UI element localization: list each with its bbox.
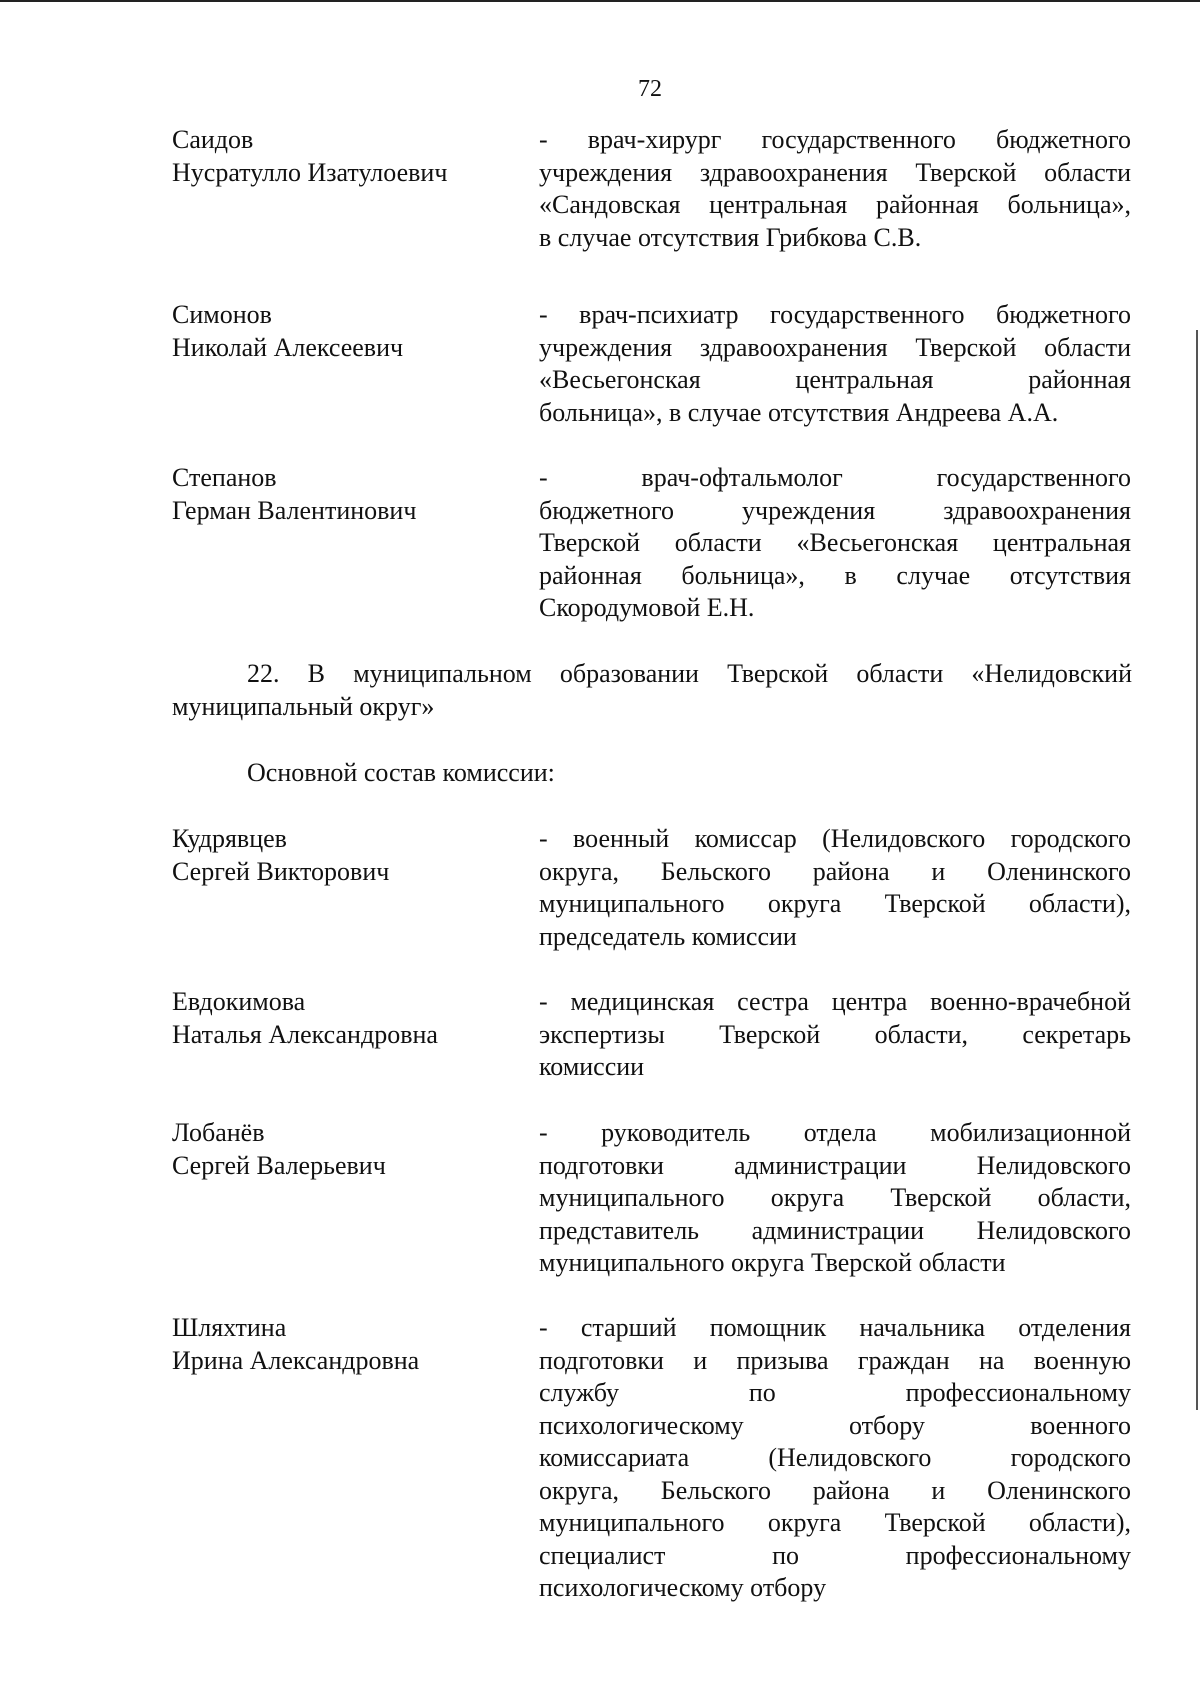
description-line: службу по профессиональному [539,1378,1131,1407]
member-name [172,124,522,189]
member-surname: Евдокимова [172,987,306,1016]
description-line: «Весьегонская центральная районная [539,365,1131,394]
member-name [172,986,522,1051]
member-description [539,462,1131,625]
description-line: районная больница», в случае отсутствия [539,560,1131,590]
description-line: психологическому отбору военного [539,1410,1131,1440]
description-line: - врач-офтальмолог государственного [539,463,1131,492]
member-given-names: Ирина Александровна [172,1345,420,1375]
member-given-names: Сергей Валерьевич [172,1150,386,1180]
section-22-heading [172,658,1132,723]
description-line: - медицинская сестра центра военно-врачебной [539,987,1131,1016]
description-line: специалист по профессиональному [539,1540,1131,1570]
description-line: «Сандовская центральная районная больница», [539,190,1131,219]
description-line: комиссии [539,1052,645,1081]
member-name [172,823,522,888]
section-22-line: муниципальный округ» [172,691,435,721]
member-description [539,124,1131,254]
member-surname: Лобанёв [172,1118,265,1147]
description-line: муниципального округа Тверской области), [539,1508,1131,1537]
member-description [539,823,1131,953]
member-description [539,986,1131,1084]
description-line: муниципального округа Тверской области), [539,889,1131,918]
member-name [172,1312,522,1377]
description-line: муниципального округа Тверской области, [539,1183,1131,1212]
description-line: - врач-психиатр государственного бюджетного [539,300,1131,329]
member-name [172,462,522,527]
description-line: учреждения здравоохранения Тверской области [539,157,1131,187]
description-line: председатель комиссии [539,921,797,951]
member-given-names: Сергей Викторович [172,856,390,886]
description-line: больница», в случае отсутствия Андреева А.А. [539,397,1059,427]
description-line: подготовки администрации Нелидовского [539,1150,1131,1180]
commission-subheading: Основной состав комиссии: [247,758,555,787]
member-description [539,299,1131,429]
description-line: комиссариата (Нелидовского городского [539,1443,1131,1472]
description-line: представитель администрации Нелидовского [539,1215,1131,1245]
description-line: - старший помощник начальника отделения [539,1313,1131,1342]
description-line: экспертизы Тверской области, секретарь [539,1019,1131,1049]
member-given-names: Николай Алексеевич [172,332,404,362]
member-surname: Кудрявцев [172,824,287,853]
page-number: 72 [638,76,662,102]
member-description [539,1117,1131,1280]
description-line: округа, Бельского района и Оленинского [539,856,1131,886]
description-line: - военный комиссар (Нелидовского городского [539,824,1131,853]
member-given-names: Герман Валентинович [172,495,417,525]
member-given-names: Нусратулло Изатулоевич [172,157,448,187]
description-line: в случае отсутствия Грибкова С.В. [539,222,922,252]
member-description [539,1312,1131,1605]
description-line: психологическому отбору [539,1573,827,1602]
member-given-names: Наталья Александровна [172,1019,438,1049]
member-name [172,1117,522,1182]
member-surname: Саидов [172,125,254,154]
description-line: учреждения здравоохранения Тверской области [539,332,1131,362]
description-line: - врач-хирург государственного бюджетного [539,125,1131,154]
description-line: округа, Бельского района и Оленинского [539,1475,1131,1505]
description-line: подготовки и призыва граждан на военную [539,1345,1131,1375]
member-surname: Симонов [172,300,272,329]
member-surname: Степанов [172,463,277,492]
description-line: бюджетного учреждения здравоохранения [539,495,1131,525]
section-22-line: 22. В муниципальном образовании Тверской области «Нелидовский [247,659,1132,688]
description-line: Тверской области «Весьегонская центральная [539,528,1131,557]
scan-edge-top [0,0,1200,2]
description-line: - руководитель отдела мобилизационной [539,1118,1131,1147]
member-name [172,299,522,364]
description-line: муниципального округа Тверской области [539,1248,1006,1277]
member-surname: Шляхтина [172,1313,287,1342]
description-line: Скородумовой Е.Н. [539,593,755,622]
scan-edge-right [1196,330,1198,1410]
